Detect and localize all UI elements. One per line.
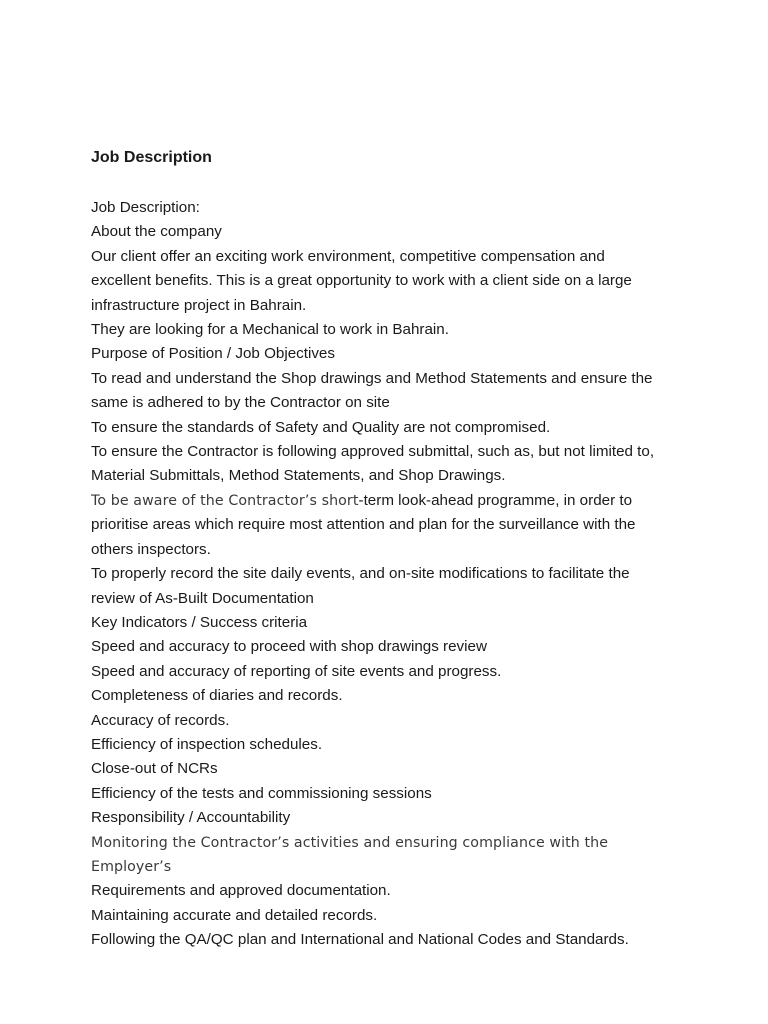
text-line: Speed and accuracy to proceed with shop drawings review bbox=[91, 638, 487, 656]
text-line: Key Indicators / Success criteria bbox=[91, 613, 308, 631]
text-line-monitoring: Monitoring the Contractor’s activities and ensuring compliance with the Employer’s bbox=[91, 834, 613, 875]
text-line: Accuracy of records. bbox=[91, 711, 230, 729]
document-title: Job Description bbox=[91, 149, 212, 166]
text-line: About the company bbox=[91, 223, 222, 241]
text-line-lookahead bbox=[91, 489, 691, 513]
text-line: excellent benefits. This is a great opportunity to work with a client side on a large bbox=[91, 272, 632, 290]
text-line: Maintaining accurate and detailed records. bbox=[91, 906, 378, 924]
text-line: Material Submittals, Method Statements, and Shop Drawings. bbox=[91, 467, 506, 485]
text-line: review of As-Built Documentation bbox=[91, 589, 314, 607]
text-line: Job Description: bbox=[91, 199, 200, 216]
text-line: Close-out of NCRs bbox=[91, 760, 218, 778]
text-line: Purpose of Position / Job Objectives bbox=[91, 345, 335, 363]
lookahead-dark-text: -term look-ahead programme, in order to bbox=[358, 491, 633, 509]
text-line: Responsibility / Accountability bbox=[91, 809, 291, 827]
text-line: To properly record the site daily events, and on-site modifications to facilitate the bbox=[91, 565, 630, 583]
text-line: To ensure the Contractor is following approved submittal, such as, but not limited to, bbox=[91, 443, 655, 461]
text-line: others inspectors. bbox=[91, 540, 211, 558]
text-line: Speed and accuracy of reporting of site events and progress. bbox=[91, 662, 502, 680]
text-line: To ensure the standards of Safety and Quality are not compromised. bbox=[91, 418, 551, 436]
text-line: infrastructure project in Bahrain. bbox=[91, 296, 307, 314]
text-line: Requirements and approved documentation. bbox=[91, 882, 391, 900]
text-line: Our client offer an exciting work environment, competitive compensation and bbox=[91, 247, 605, 265]
text-line: Following the QA/QC plan and International and National Codes and Standards. bbox=[91, 931, 629, 949]
text-line: Efficiency of inspection schedules. bbox=[91, 735, 323, 753]
document-body bbox=[91, 196, 691, 953]
text-line: same is adhered to by the Contractor on site bbox=[91, 394, 390, 412]
text-line: prioritise areas which require most attention and plan for the surveillance with the bbox=[91, 516, 636, 534]
text-line: To read and understand the Shop drawings and Method Statements and ensure the bbox=[91, 369, 653, 387]
lookahead-light-text: To be aware of the Contractor’s short bbox=[91, 492, 359, 509]
document-page bbox=[91, 146, 691, 953]
text-line: Efficiency of the tests and commissioning sessions bbox=[91, 784, 432, 802]
text-line: They are looking for a Mechanical to work in Bahrain. bbox=[91, 321, 449, 339]
text-line: Completeness of diaries and records. bbox=[91, 687, 343, 705]
